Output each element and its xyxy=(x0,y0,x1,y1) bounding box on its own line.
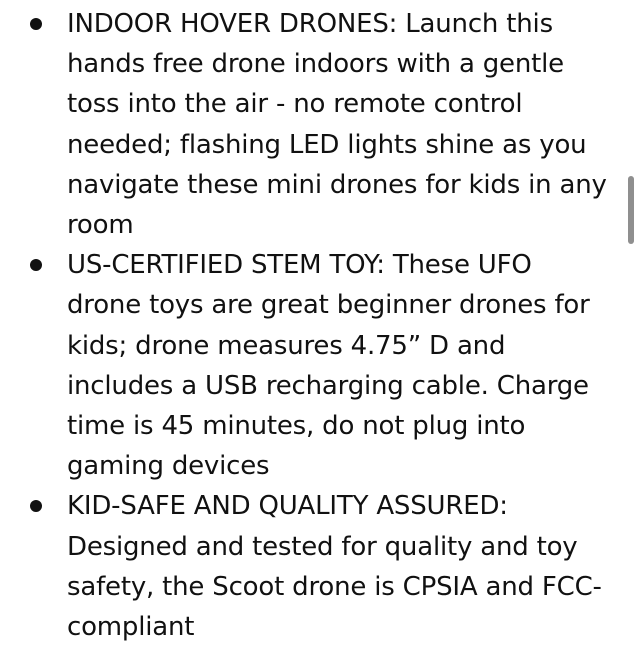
bullet-icon xyxy=(30,18,42,30)
feature-bullet xyxy=(0,4,620,245)
feature-bullet xyxy=(0,245,620,486)
feature-bullet-list xyxy=(0,4,620,647)
feature-bullet-text: INDOOR HOVER DRONES: Launch this hands free drone indoors with a gentle toss into the air - no remote control needed; flashing LED lights shine as you navigate these mini drones for kids in any room xyxy=(67,9,607,241)
feature-bullet-text: KID-SAFE AND QUALITY ASSURED: Designed and tested for quality and toy safety, the Scoot drone is CPSIA and FCC-compliant xyxy=(67,491,602,643)
feature-bullet xyxy=(0,486,620,647)
bullet-icon xyxy=(30,259,42,271)
bullet-icon xyxy=(30,500,42,512)
feature-bullet-text: US-CERTIFIED STEM TOY: These UFO drone toys are great beginner drones for kids; drone measures 4.75” D and includes a USB recharging cable. Charge time is 45 minutes, do not plug into gaming devices xyxy=(67,250,590,482)
vertical-scrollbar[interactable] xyxy=(628,176,634,244)
